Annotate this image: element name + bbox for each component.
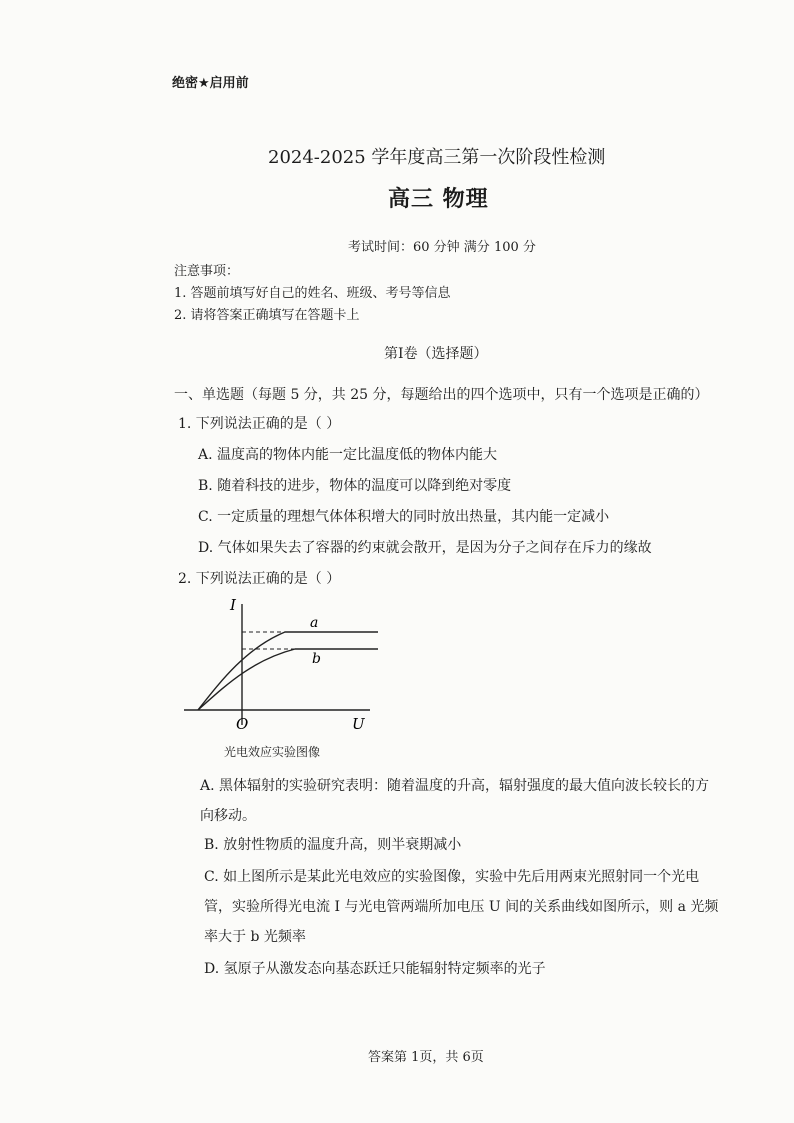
notice-item: 2. 请将答案正确填写在答题卡上 xyxy=(174,308,360,323)
confidentiality-mark: 绝密★启用前 xyxy=(172,76,249,91)
photoelectric-graph xyxy=(180,590,380,735)
x-axis-label: U xyxy=(352,715,365,733)
y-axis-label: I xyxy=(230,596,236,614)
subject-title: 高三 物理 xyxy=(388,187,489,212)
page-footer: 答案第 1页，共 6页 xyxy=(368,1050,484,1065)
notice-item: 1. 答题前填写好自己的姓名、班级、考号等信息 xyxy=(174,286,451,301)
question-2-option-c: C. 如上图所示是某此光电效应的实验图像，实验中先后用两束光照射同一个光电管，实验所得光电流 I 与光电管两端所加电压 U 间的关系曲线如图所示，则 a 光频率大于 b 光频率 xyxy=(204,869,719,945)
question-2-option-a: A. 黑体辐射的实验研究表明：随着温度的升高，辐射强度的最大值向波长较长的方向移动。 xyxy=(200,778,710,824)
exam-info: 考试时间：60 分钟 满分 100 分 xyxy=(348,240,536,255)
question-1-stem: 1. 下列说法正确的是（ ） xyxy=(178,416,341,432)
notice-block xyxy=(174,261,451,327)
question-1-option-c: C. 一定质量的理想气体体积增大的同时放出热量，其内能一定减小 xyxy=(198,509,610,525)
section-title: 第Ⅰ卷（选择题） xyxy=(384,346,488,362)
question-1-option-d: D. 气体如果失去了容器的约束就会散开，是因为分子之间存在斥力的缘故 xyxy=(198,540,652,556)
question-2-option-d: D. 氢原子从激发态向基态跃迁只能辐射特定频率的光子 xyxy=(204,961,546,977)
origin-label: O xyxy=(236,715,249,733)
figure-caption: 光电效应实验图像 xyxy=(224,745,321,759)
question-2-option-b: B. 放射性物质的温度升高，则半衰期减小 xyxy=(204,837,462,853)
question-1-option-a: A. 温度高的物体内能一定比温度低的物体内能大 xyxy=(198,447,498,463)
curve-b xyxy=(198,649,378,710)
exam-title: 2024-2025 学年度高三第一次阶段性检测 xyxy=(268,147,606,168)
curve-b-label: b xyxy=(312,651,321,667)
part-title: 一、单选题（每题 5 分，共 25 分，每题给出的四个选项中，只有一个选项是正确的） xyxy=(174,387,709,403)
curve-a-label: a xyxy=(310,615,319,631)
question-2-stem: 2. 下列说法正确的是（ ） xyxy=(178,571,341,587)
question-1-option-b: B. 随着科技的进步，物体的温度可以降到绝对零度 xyxy=(198,478,512,494)
curve-a xyxy=(198,632,378,710)
notice-heading: 注意事项： xyxy=(174,264,240,279)
